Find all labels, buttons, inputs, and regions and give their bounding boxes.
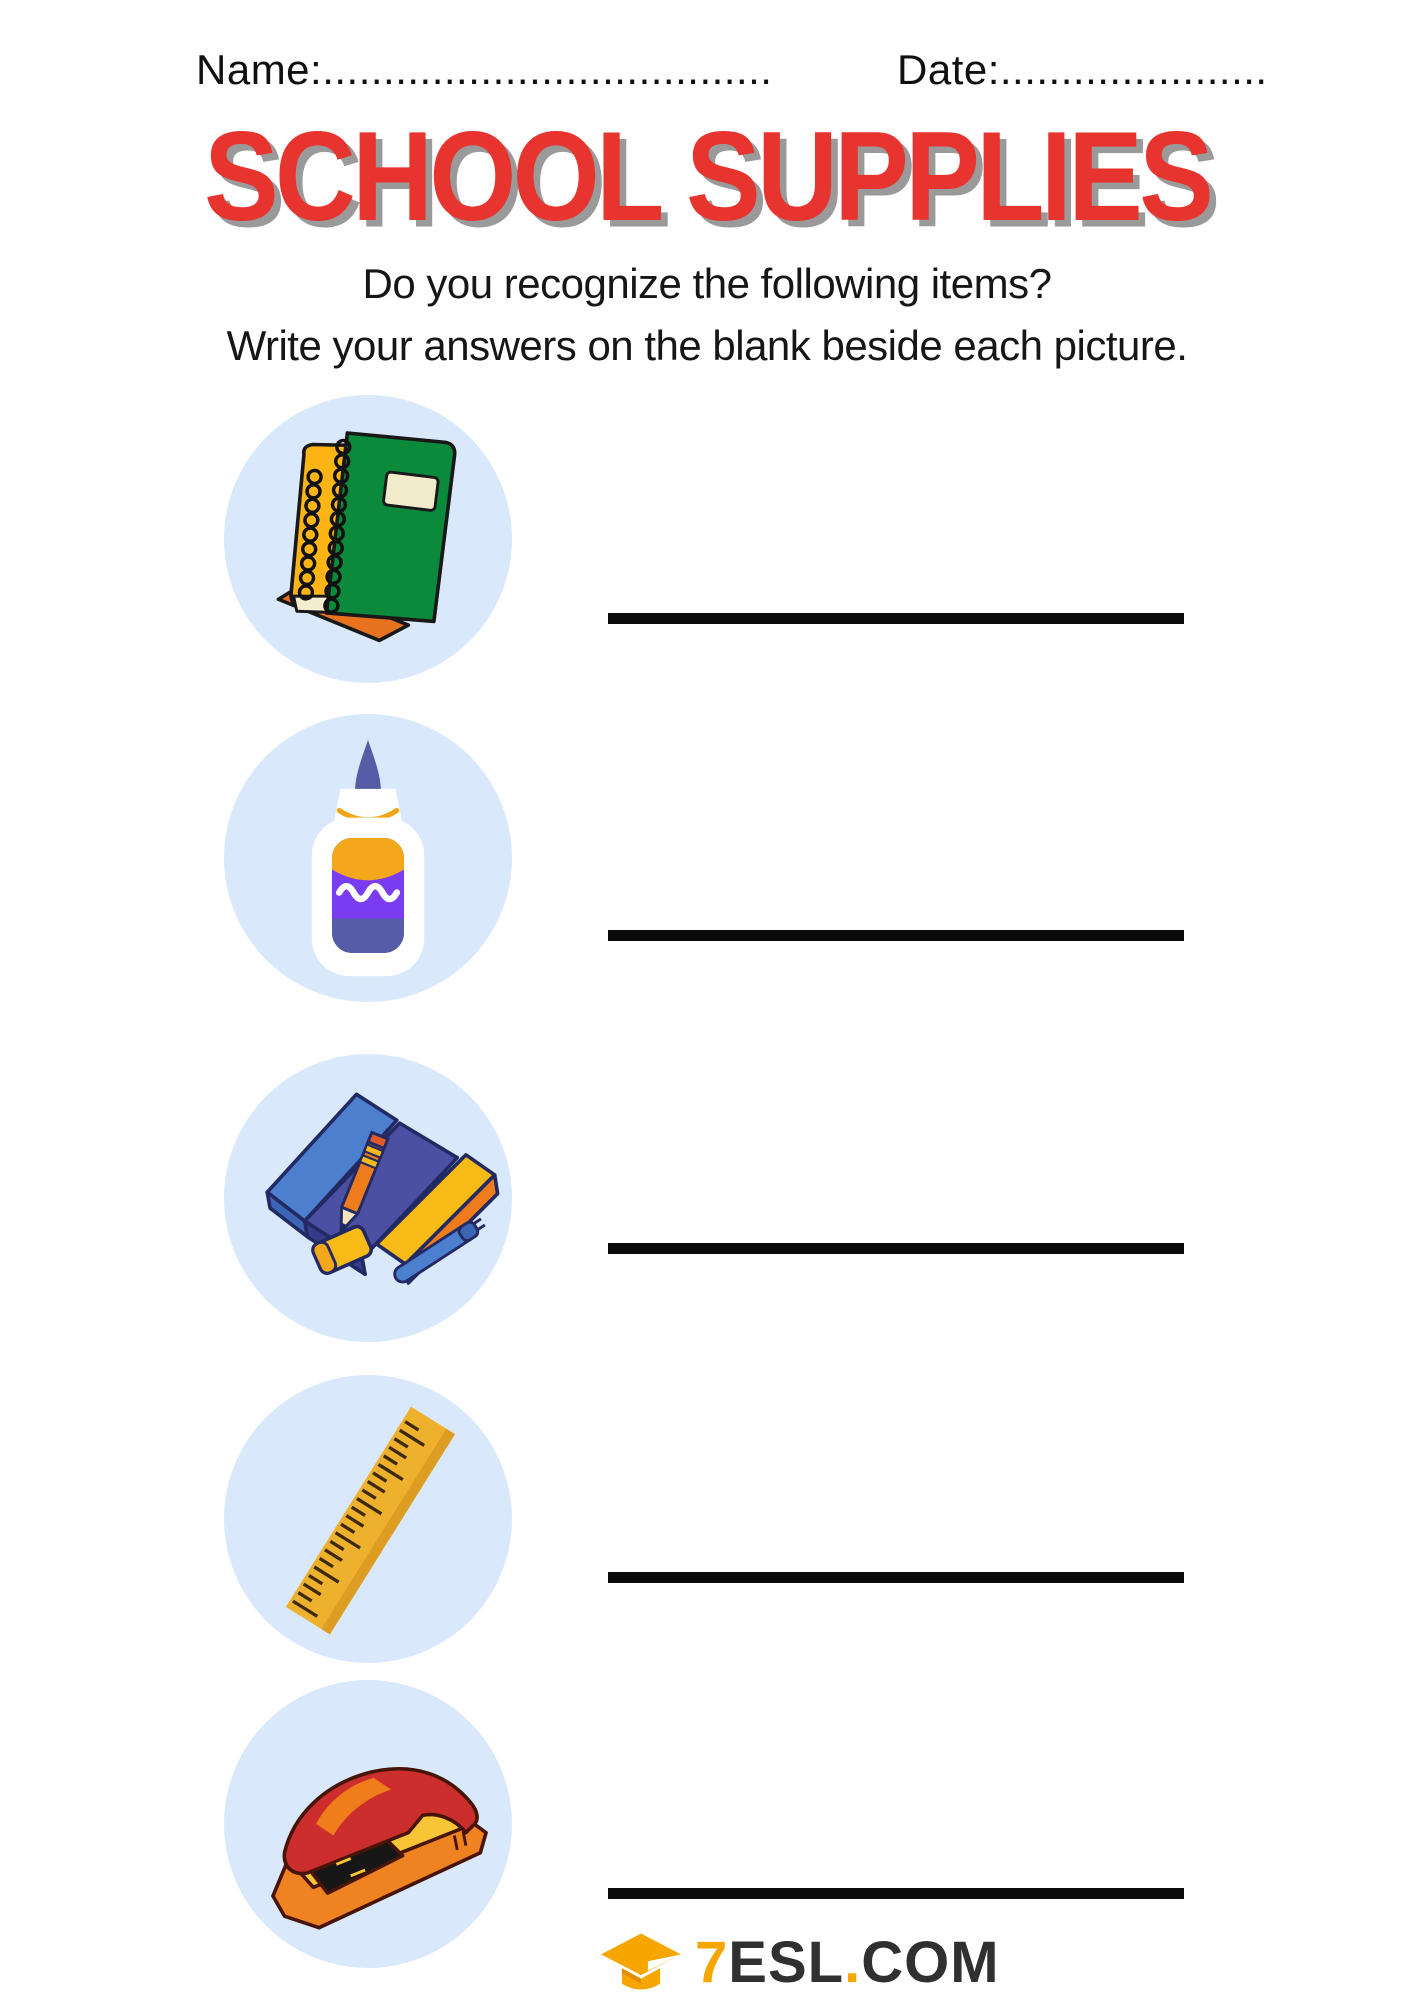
answer-blank-glue[interactable] — [608, 930, 1184, 941]
answer-blank-ruler[interactable] — [608, 1572, 1184, 1583]
brand-seven: 7 — [695, 1930, 729, 1995]
brand-dot: . — [844, 1930, 862, 1995]
item-circle-notebooks — [224, 395, 512, 683]
pencil-case-icon — [224, 1054, 512, 1342]
name-field[interactable]: Name:..................................... — [196, 46, 773, 93]
brand-esl: ESL — [728, 1930, 845, 1995]
glue-bottle-icon — [224, 714, 512, 1002]
stapler-icon — [224, 1680, 512, 1968]
ruler-icon — [224, 1375, 512, 1663]
footer-logo — [597, 1930, 1000, 1996]
item-circle-stapler — [224, 1680, 512, 1968]
item-circle-glue — [224, 714, 512, 1002]
instruction-line-2: Write your answers on the blank beside each picture. — [226, 322, 1188, 369]
item-circle-pencil-case — [224, 1054, 512, 1342]
instruction-line-1: Do you recognize the following items? — [362, 260, 1052, 307]
answer-blank-notebooks[interactable] — [608, 613, 1184, 624]
brand-text — [695, 1930, 1000, 1996]
page-title: SCHOOL SUPPLIES — [203, 105, 1211, 249]
answer-blank-pencil-case[interactable] — [608, 1243, 1184, 1254]
answer-blank-stapler[interactable] — [608, 1888, 1184, 1899]
graduation-cap-icon — [597, 1930, 685, 1996]
spiral-notebooks-icon — [224, 395, 512, 683]
item-circle-ruler — [224, 1375, 512, 1663]
date-field[interactable]: Date:...................... — [897, 46, 1268, 93]
brand-com: COM — [861, 1930, 1000, 1995]
